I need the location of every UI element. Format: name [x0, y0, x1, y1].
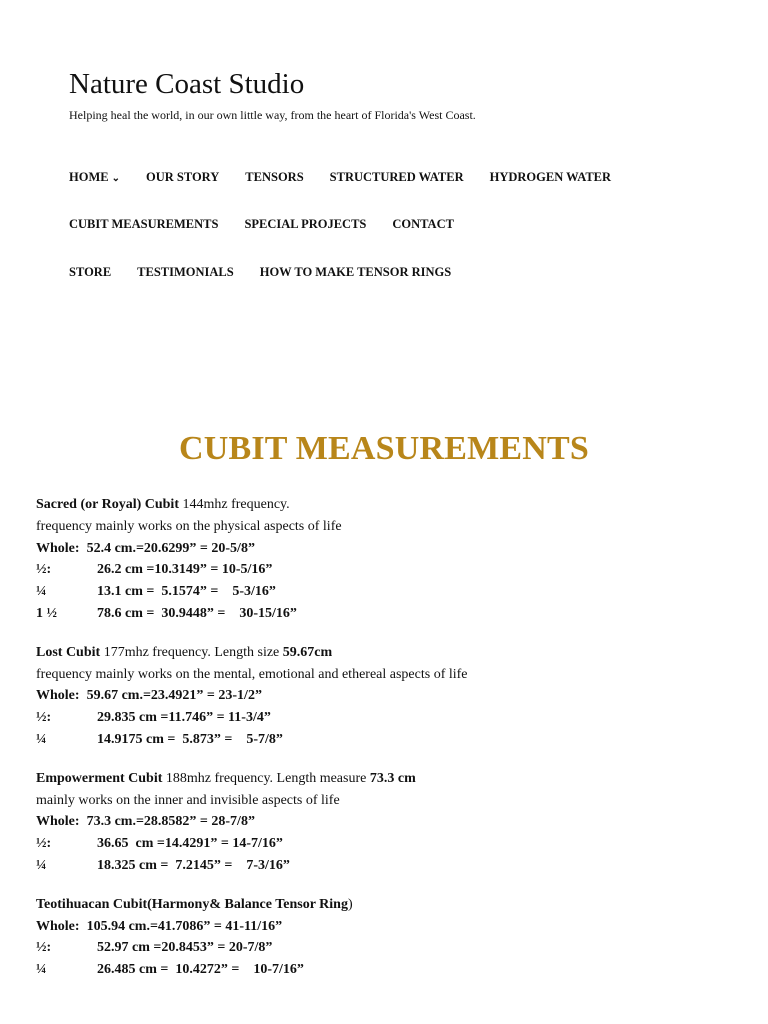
cubit-section	[36, 642, 736, 751]
nav-item-label: SPECIAL PROJECTS	[244, 217, 367, 231]
nav-item-label: TESTIMONIALS	[137, 265, 234, 279]
page-content	[36, 494, 736, 998]
measurement-label: ¼	[36, 731, 47, 747]
cubit-heading	[36, 894, 736, 916]
nav-testimonials[interactable]	[137, 265, 234, 283]
site-title[interactable]: Nature Coast Studio	[69, 68, 305, 100]
cubit-section	[36, 894, 736, 981]
measurement-row	[36, 581, 736, 603]
nav-item-label: HYDROGEN WATER	[489, 170, 612, 184]
measurement-row	[36, 707, 736, 729]
measurement-value: 52.97 cm =20.8453” = 20-7/8”	[97, 940, 273, 956]
measurement-value: 14.9175 cm = 5.873” = 5-7/8”	[97, 731, 283, 747]
nav-store[interactable]	[69, 265, 111, 283]
cubit-name: Teotihuacan Cubit(Harmony& Balance Tensor Ring	[36, 896, 348, 912]
cubit-name: Empowerment Cubit	[36, 770, 163, 786]
nav-item-label: STORE	[69, 265, 112, 279]
measurement-value: 29.835 cm =11.746” = 11-3/4”	[97, 710, 271, 726]
cubit-frequency: )	[347, 896, 353, 912]
cubit-length: 59.67cm	[282, 644, 333, 660]
nav-item-label: HOW TO MAKE TENSOR RINGS	[259, 265, 452, 279]
measurement-label: ¼	[36, 857, 47, 873]
cubit-heading	[36, 642, 736, 664]
cubit-name: Lost Cubit	[36, 644, 101, 660]
page-title: CUBIT MEASUREMENTS	[178, 430, 590, 467]
measurement-value: 13.1 cm = 5.1574” = 5-3/16”	[97, 584, 276, 600]
cubit-section	[36, 768, 736, 877]
nav-home[interactable]	[69, 170, 120, 188]
nav-row	[69, 170, 637, 188]
measurement-label: 1 ½	[36, 605, 57, 621]
measurement-row	[36, 855, 736, 877]
measurement-label: Whole:	[36, 688, 80, 704]
nav-cubit-measurements[interactable]	[69, 217, 218, 235]
measurement-row	[36, 538, 736, 560]
nav-row	[69, 217, 480, 235]
cubit-frequency: 188mhz frequency. Length measure	[162, 770, 370, 786]
measurement-label: ½:	[36, 940, 52, 956]
cubit-heading	[36, 494, 736, 516]
nav-item-label: CONTACT	[392, 217, 454, 231]
cubit-heading	[36, 768, 736, 790]
measurement-value: 59.67 cm.=23.4921” = 23-1/2”	[79, 688, 262, 704]
measurement-row	[36, 559, 736, 581]
measurement-row	[36, 833, 736, 855]
nav-tensors[interactable]	[245, 170, 303, 188]
measurement-value: 26.485 cm = 10.4272” = 10-7/16”	[97, 962, 304, 978]
cubit-description: frequency mainly works on the mental, emotional and ethereal aspects of life	[36, 666, 468, 682]
nav-hydrogen-water[interactable]	[490, 170, 611, 188]
measurement-label: ¼	[36, 584, 47, 600]
measurement-value: 52.4 cm.=20.6299” = 20-5/8”	[79, 540, 255, 556]
nav-contact[interactable]	[392, 217, 454, 235]
cubit-section	[36, 494, 736, 625]
nav-special-projects[interactable]	[244, 217, 366, 235]
measurement-label: ½:	[36, 836, 52, 852]
cubit-frequency: 144mhz frequency.	[178, 497, 290, 512]
measurement-label: ½:	[36, 562, 52, 578]
measurement-value: 105.94 cm.=41.7086” = 41-11/16”	[79, 918, 283, 934]
measurement-row	[36, 729, 736, 751]
measurement-row	[36, 603, 736, 625]
measurement-value: 26.2 cm =10.3149” = 10-5/16”	[97, 562, 273, 578]
nav-item-label: CUBIT MEASUREMENTS	[69, 217, 219, 231]
measurement-value: 78.6 cm = 30.9448” = 30-15/16”	[97, 605, 297, 621]
measurement-value: 18.325 cm = 7.2145” = 7-3/16”	[97, 857, 290, 873]
measurement-label: Whole:	[36, 918, 80, 934]
nav-item-label: TENSORS	[245, 170, 304, 184]
measurement-label: ½:	[36, 710, 52, 726]
nav-our-story[interactable]	[146, 170, 219, 188]
chevron-down-icon: ⌄	[111, 173, 120, 184]
measurement-value: 36.65 cm =14.4291” = 14-7/16”	[97, 836, 283, 852]
nav-structured-water[interactable]	[330, 170, 464, 188]
nav-item-label: HOME	[69, 170, 109, 184]
measurement-row	[36, 811, 736, 833]
measurement-label: ¼	[36, 962, 47, 978]
nav-row	[69, 265, 477, 283]
measurement-label: Whole:	[36, 814, 80, 830]
nav-how-to-make-tensor-rings[interactable]	[260, 265, 452, 283]
cubit-frequency: 177mhz frequency. Length size	[100, 644, 283, 660]
nav-item-label: STRUCTURED WATER	[329, 170, 464, 184]
measurement-row	[36, 959, 736, 981]
cubit-description: mainly works on the inner and invisible aspects of life	[36, 792, 340, 808]
measurement-row	[36, 685, 736, 707]
measurement-label: Whole:	[36, 540, 80, 556]
measurement-row	[36, 937, 736, 959]
nav-item-label: OUR STORY	[145, 170, 220, 184]
cubit-name: Sacred (or Royal) Cubit	[36, 497, 179, 512]
cubit-description: frequency mainly works on the physical aspects of life	[36, 518, 342, 534]
site-tagline: Helping heal the world, in our own little way, from the heart of Florida's West Coast.	[69, 108, 476, 122]
measurement-value: 73.3 cm.=28.8582” = 28-7/8”	[79, 814, 255, 830]
cubit-length: 73.3 cm	[369, 770, 416, 786]
measurement-row	[36, 916, 736, 938]
